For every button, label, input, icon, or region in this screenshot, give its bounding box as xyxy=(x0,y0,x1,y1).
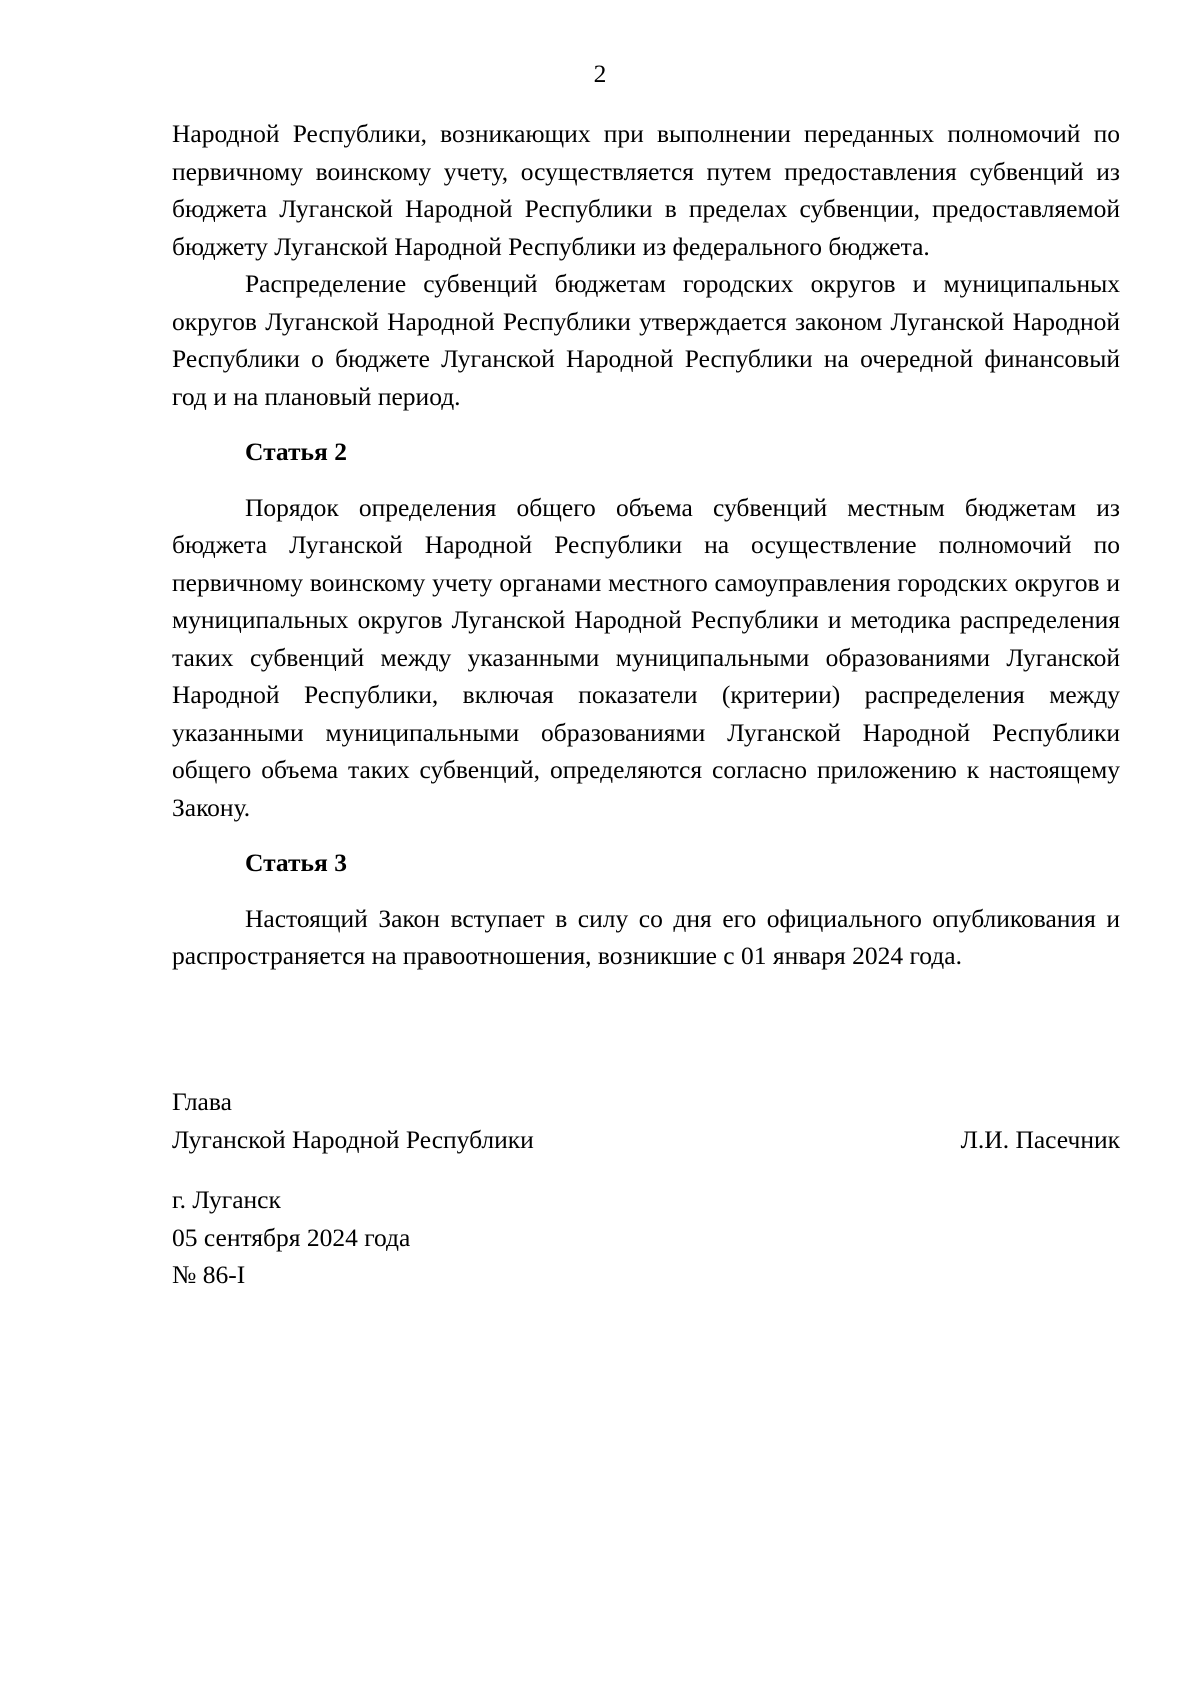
signature-block xyxy=(172,1083,1120,1158)
date: 05 сентября 2024 года xyxy=(172,1222,411,1252)
place-date-block xyxy=(172,1181,410,1294)
signature-line xyxy=(172,1121,1120,1159)
law-body xyxy=(172,115,1120,975)
city: г. Луганск xyxy=(172,1185,281,1214)
law-number: № 86-I xyxy=(172,1260,246,1289)
article-3-text: Настоящий Закон вступает в силу со дня его официального опубликования и распространяется на правоотношения, возникшие с 01 января 2024 года. xyxy=(172,903,1120,970)
signatory-name: Л.И. Пасечник xyxy=(960,1124,1120,1154)
signature-title-line2: Луганской Народной Республики xyxy=(172,1124,534,1154)
signature-title-line1: Глава xyxy=(172,1087,232,1116)
article-2-heading: Статья 2 xyxy=(245,437,347,466)
paragraph-distribution: Распределение субвенций бюджетам городских округов и муниципальных округов Луганской Народной Республики утверждается законом Луганской Народной Республики о бюджете Луганской Народной Республики на очередной финансовый год и на плановый период. xyxy=(172,269,1120,411)
article-3-heading: Статья 3 xyxy=(245,848,347,877)
paragraph-continuation: Народной Республики, возникающих при выполнении переданных полномочий по первичному воинскому учету, осуществляется путем предоставления субвенций из бюджета Луганской Народной Республики в пределах субвенции, предоставляемой бюджету Луганской Народной Республики из федерального бюджета. xyxy=(172,119,1120,261)
article-2-text: Порядок определения общего объема субвенций местным бюджетам из бюджета Луганской Народной Республики на осуществление полномочий по первичному воинскому учету органами местного самоуправления городских округов и муниципальных округов Луганской Народной Республики и методика распределения таких субвенций между указанными муниципальными образованиями Луганской Народной Республики, включая показатели (критерии) распределения между указанными муниципальными образованиями Луганской Народной Республики общего объема таких субвенций, определяются согласно приложению к настоящему Закону. xyxy=(172,492,1120,822)
page-number: 2 xyxy=(593,59,607,88)
